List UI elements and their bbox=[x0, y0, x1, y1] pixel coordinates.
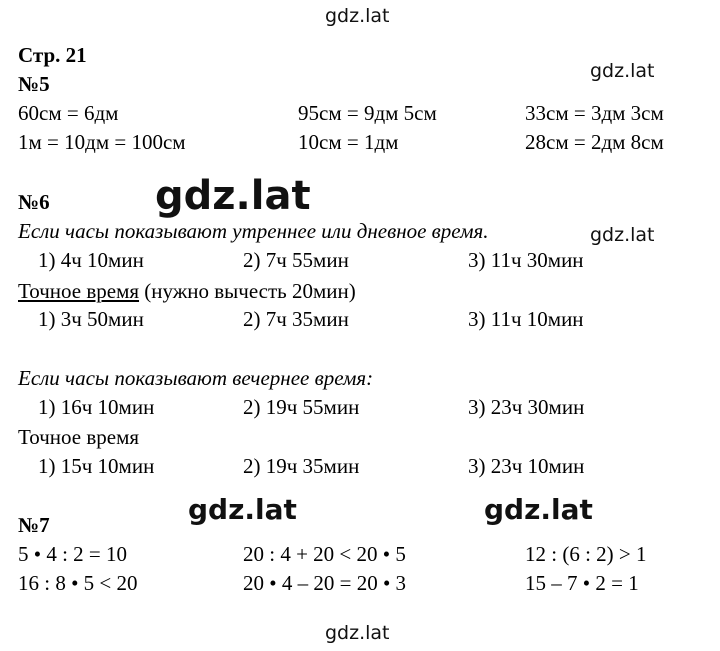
task7-title: №7 bbox=[18, 513, 50, 537]
task6-title: №6 bbox=[18, 190, 50, 214]
task7-r1-c1: 5 • 4 : 2 = 10 bbox=[18, 542, 128, 566]
watermark-middle-right: gdz.lat bbox=[484, 493, 593, 526]
task6-exact-label: Точное время bbox=[18, 279, 140, 303]
page-label: Стр. 21 bbox=[18, 43, 87, 67]
task6-evening-exact-3: 3) 23ч 10мин bbox=[468, 454, 585, 478]
task5-r1-c2: 95см = 9дм 5см bbox=[298, 101, 437, 125]
task6-evening-exact-label: Точное время bbox=[18, 425, 140, 449]
task6-morning-time-2: 2) 7ч 55мин bbox=[243, 248, 349, 272]
task7-r2-c1: 16 : 8 • 5 < 20 bbox=[18, 571, 138, 595]
task5-r2-c1: 1м = 10дм = 100см bbox=[18, 130, 186, 154]
task6-morning-exact-3: 3) 11ч 10мин bbox=[468, 307, 584, 331]
task6-exact-time-line bbox=[18, 279, 356, 303]
task7-r1-c2: 20 : 4 + 20 < 20 • 5 bbox=[243, 542, 406, 566]
task6-exact-note: (нужно вычесть 20мин) bbox=[144, 279, 356, 303]
watermark-large: gdz.lat bbox=[155, 173, 311, 219]
task6-morning-exact-1: 1) 3ч 50мин bbox=[38, 307, 144, 331]
watermark-bottom: gdz.lat bbox=[325, 622, 390, 644]
task5-r1-c3: 33см = 3дм 3см bbox=[525, 101, 664, 125]
task6-morning-time-1: 1) 4ч 10мин bbox=[38, 248, 144, 272]
task7-r2-c2: 20 • 4 – 20 = 20 • 3 bbox=[243, 571, 407, 595]
task6-morning-heading: Если часы показывают утреннее или дневное время. bbox=[18, 219, 489, 243]
task6-morning-exact-2: 2) 7ч 35мин bbox=[243, 307, 349, 331]
task6-evening-exact-1: 1) 15ч 10мин bbox=[38, 454, 155, 478]
task5-r2-c2: 10см = 1дм bbox=[298, 130, 399, 154]
task6-evening-time-3: 3) 23ч 30мин bbox=[468, 395, 585, 419]
task6-morning-time-3: 3) 11ч 30мин bbox=[468, 248, 584, 272]
watermark-top: gdz.lat bbox=[325, 5, 390, 27]
watermark-right-2: gdz.lat bbox=[590, 224, 655, 246]
task6-evening-exact-2: 2) 19ч 35мин bbox=[243, 454, 360, 478]
task6-evening-heading: Если часы показывают вечернее время: bbox=[18, 366, 374, 390]
task5-r2-c3: 28см = 2дм 8см bbox=[525, 130, 664, 154]
task7-r1-c3: 12 : (6 : 2) > 1 bbox=[525, 542, 647, 566]
task7-r2-c3: 15 – 7 • 2 = 1 bbox=[525, 571, 639, 595]
task5-r1-c1: 60см = 6дм bbox=[18, 101, 119, 125]
task6-evening-time-1: 1) 16ч 10мин bbox=[38, 395, 155, 419]
task5-title: №5 bbox=[18, 72, 50, 96]
task6-evening-time-2: 2) 19ч 55мин bbox=[243, 395, 360, 419]
watermark-middle-left: gdz.lat bbox=[188, 493, 297, 526]
watermark-right-1: gdz.lat bbox=[590, 60, 655, 82]
